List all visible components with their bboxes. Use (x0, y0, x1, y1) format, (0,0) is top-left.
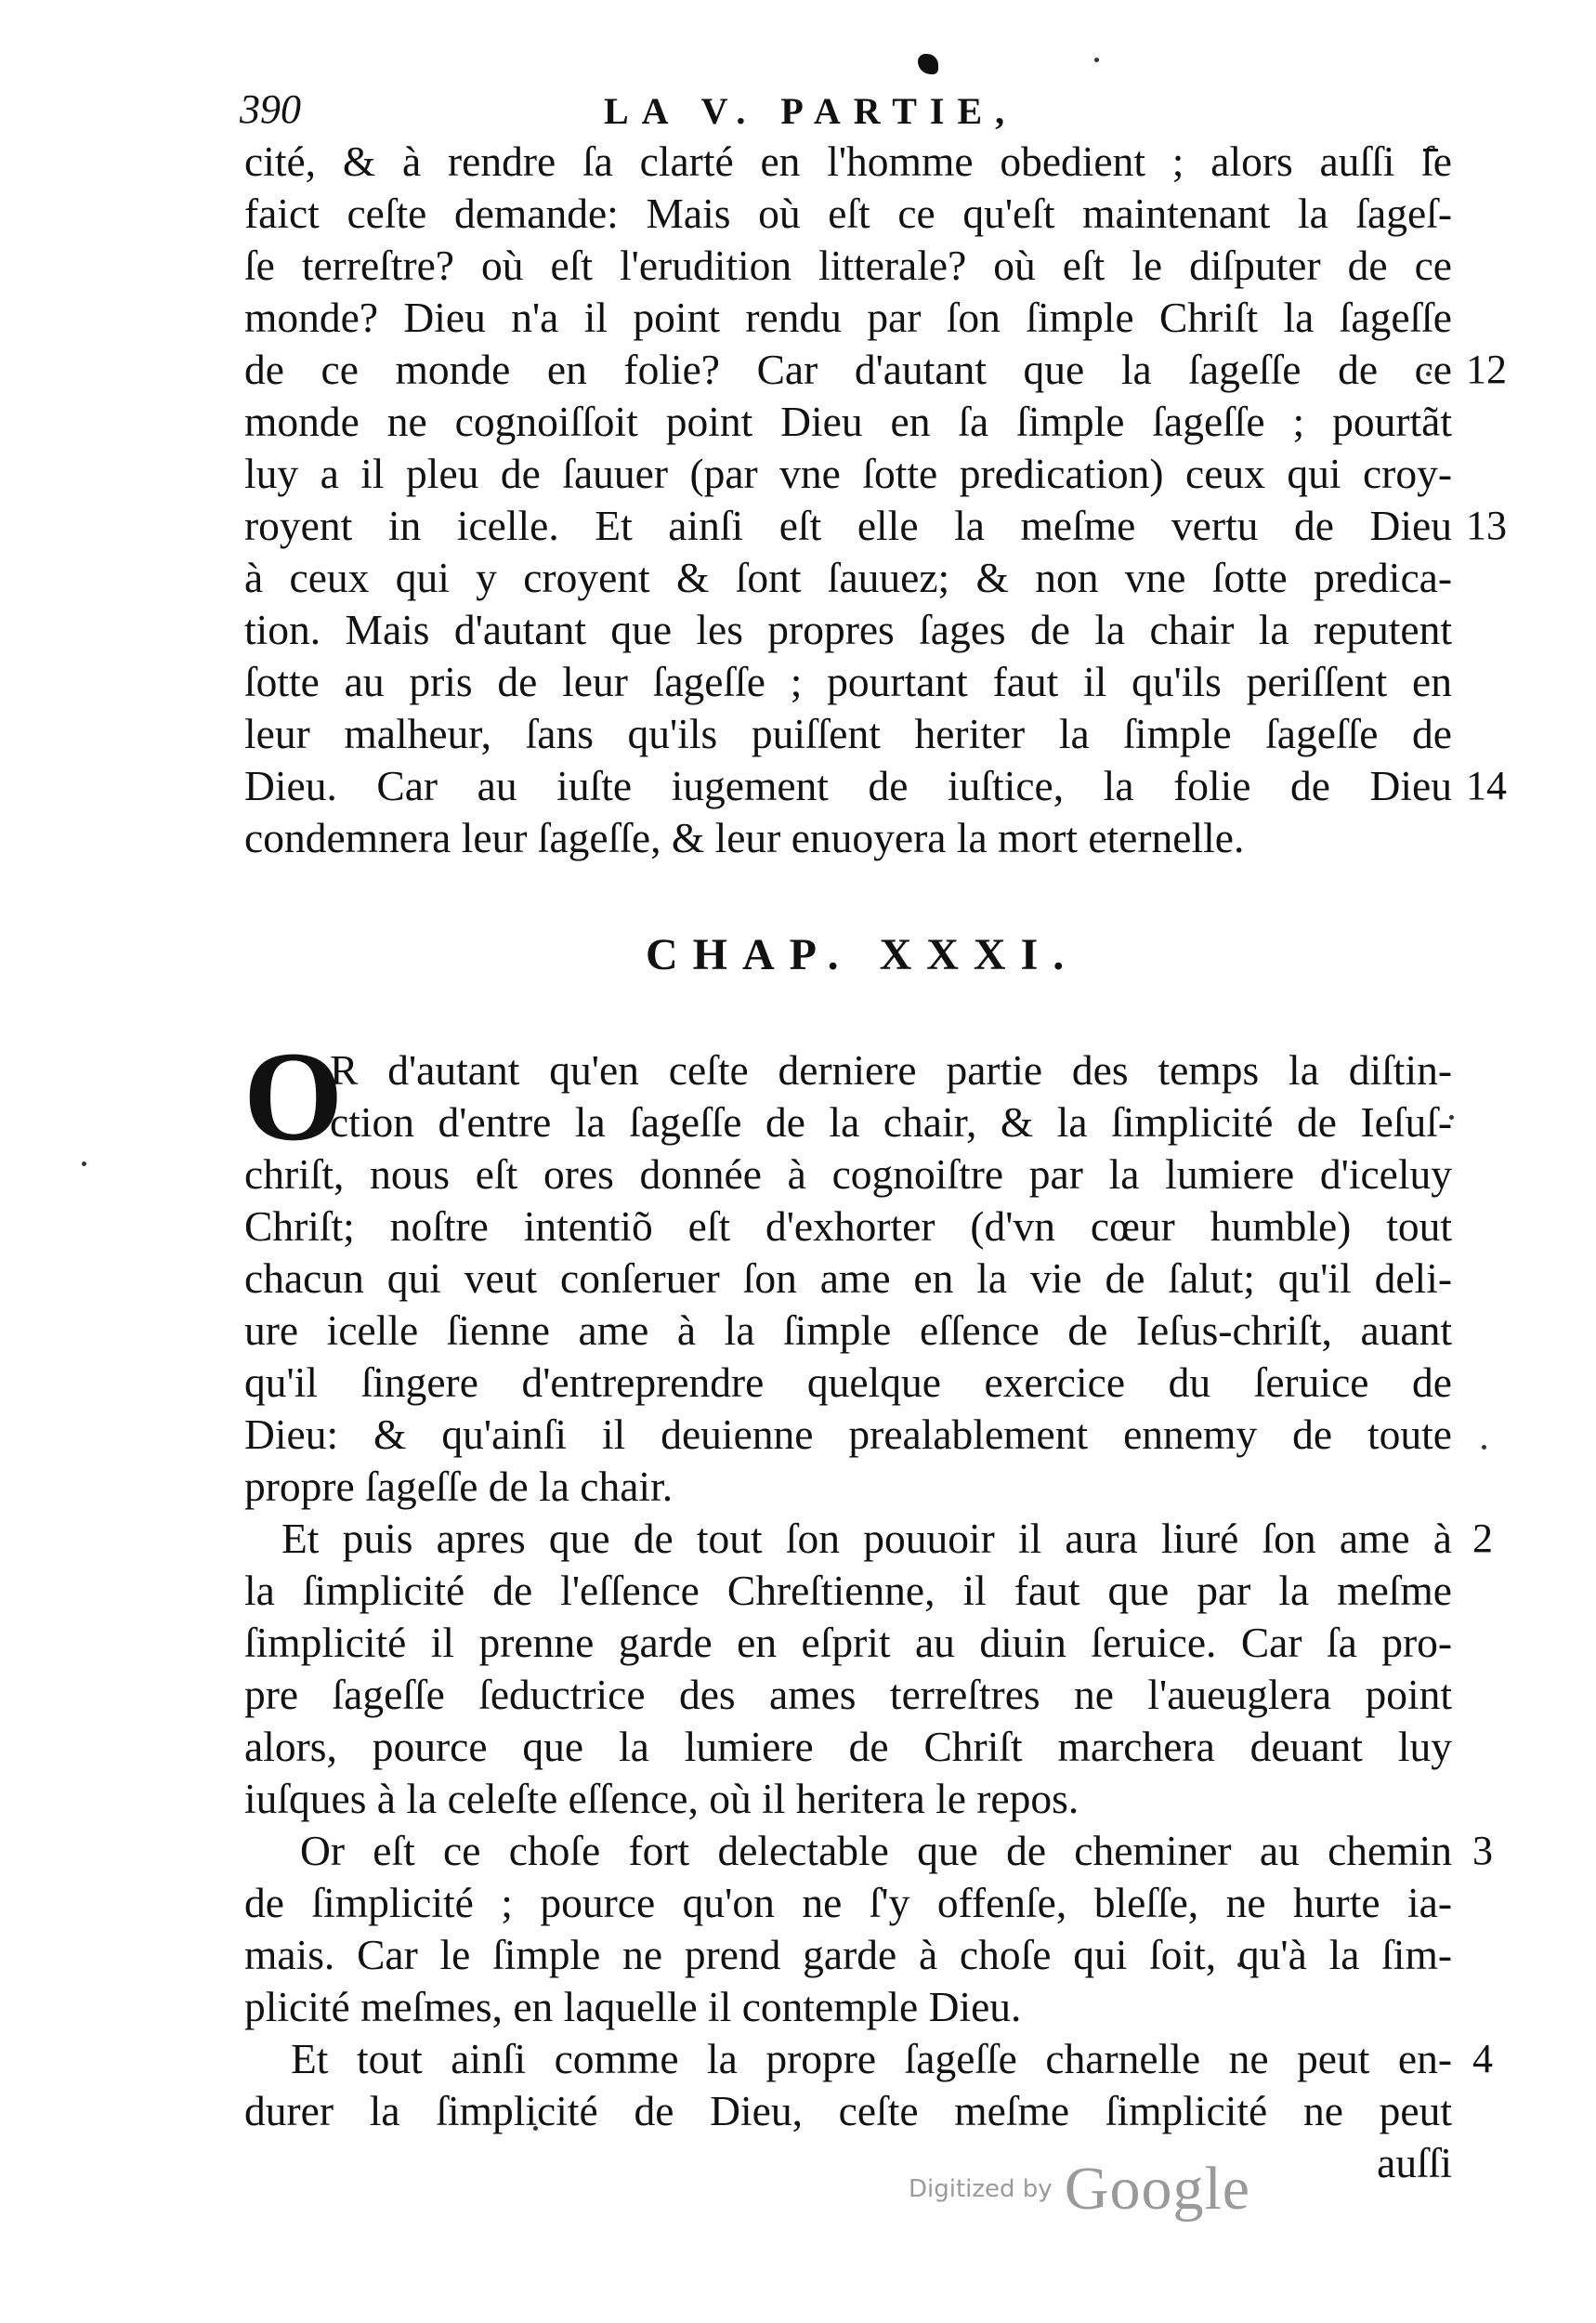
digitized-watermark (909, 2154, 1250, 2225)
text-line: monde ne cognoiſſoit point Dieu en ſa ſimple ſageſſe ; pourtãt (244, 398, 1452, 445)
text-line: durer la ſimplicité de Dieu, ceſte meſme ſimplicité ne peut (244, 2087, 1452, 2134)
catchword: auſſi (1377, 2139, 1452, 2186)
text-line: alors, pource que la lumiere de Chriſt marchera deuant luy (244, 1723, 1452, 1770)
text-line: Et puis apres que de tout ſon pouuoir il aura liuré ſon ame à (281, 1515, 1452, 1562)
text-line: chacun qui veut conſeruer ſon ame en la vie de ſalut; qu'il deli- (244, 1254, 1452, 1302)
text-line: à ceux qui y croyent & ſont ſauuez; & non vne ſotte predica- (244, 554, 1452, 601)
ink-speck (1482, 1445, 1486, 1450)
text-line: ſe terreſtre? où eſt l'erudition litterale? où eſt le diſputer de ce (244, 242, 1452, 289)
text-line: monde? Dieu n'a il point rendu par ſon ſimple Chriſt la ſageſſe (244, 294, 1452, 341)
text-line: de ce monde en folie? Car d'autant que la ſageſſe de ce (244, 346, 1452, 393)
text-line: ſotte au pris de leur ſageſſe ; pourtant faut il qu'ils periſſent en (244, 658, 1452, 705)
text-line: iuſques à la celeſte eſſence, où il heritera le repos. (244, 1775, 1079, 1822)
text-line: qu'il ſingere d'entreprendre quelque exercice du ſeruice de (244, 1358, 1452, 1406)
text-line: Et tout ainſi comme la propre ſageſſe charnelle ne peut en- (291, 2035, 1452, 2082)
running-head: LA V. PARTIE, (604, 90, 1018, 132)
text-line: Chriſt; noſtre intentiõ eſt d'exhorter (d'vn cœur humble) tout (244, 1202, 1452, 1250)
verse-number: 12 (1466, 347, 1507, 392)
text-line: tion. Mais d'autant que les propres ſages de la chair la reputent (244, 606, 1452, 653)
verse-number: 4 (1472, 2036, 1493, 2081)
ink-speck (1094, 58, 1099, 62)
text-line: ſimplicité il prenne garde en eſprit au diuin ſeruice. Car ſa pro- (244, 1619, 1452, 1666)
digitized-by-label: Digitized by (909, 2175, 1053, 2203)
text-line: royent in icelle. Et ainſi eſt elle la meſme vertu de Dieu (244, 502, 1452, 549)
text-line: chriſt, nous eſt ores donnée à cognoiſtre par la lumiere d'iceluy (244, 1150, 1452, 1198)
text-line: pre ſageſſe ſeductrice des ames terreſtres ne l'aueuglera point (244, 1671, 1452, 1718)
google-logo: Google (1064, 2155, 1251, 2223)
verse-number: 13 (1466, 503, 1507, 548)
text-line: Or eſt ce choſe fort delectable que de cheminer au chemin (300, 1827, 1452, 1874)
text-line: propre ſageſſe de la chair. (244, 1463, 674, 1510)
ink-speck (82, 1162, 86, 1166)
text-line: R d'autant qu'en ceſte derniere partie des temps la diſtin- (330, 1046, 1452, 1094)
text-line: Dieu. Car au iuſte iugement de iuſtice, la folie de Dieu (244, 762, 1452, 809)
text-line: ction d'entre la ſageſſe de la chair, & la ſimplicité de Ieſuſ- (330, 1098, 1452, 1146)
text-line: leur malheur, ſans qu'ils puiſſent heriter la ſimple ſageſſe de (244, 710, 1452, 757)
verse-number: 3 (1472, 1828, 1493, 1873)
text-line: Dieu: & qu'ainſi il deuienne prealablement ennemy de toute (244, 1411, 1452, 1458)
text-line: de ſimplicité ; pource qu'on ne ſ'y offenſe, bleſſe, ne hurte ia- (244, 1879, 1452, 1926)
ink-blot (918, 54, 938, 74)
text-line: condemnera leur ſageſſe, & leur enuoyera la mort eternelle. (244, 814, 1245, 861)
text-line: ure icelle ſienne ame à la ſimple eſſence de Ieſus-chriſt, auant (244, 1306, 1452, 1354)
verse-number: 2 (1472, 1516, 1493, 1561)
text-line: mais. Car le ſimple ne prend garde à choſe qui ſoit, qu'à la ſim- (244, 1931, 1452, 1978)
text-line: plicité meſmes, en laquelle il contemple Dieu. (244, 1983, 1022, 2030)
verse-number: 14 (1466, 763, 1507, 808)
page-number: 390 (240, 86, 301, 132)
text-line: la ſimplicité de l'eſſence Chreſtienne, il faut que par la meſme (244, 1567, 1452, 1614)
chapter-title: CHAP. XXXI. (646, 930, 1079, 979)
text-line: luy a il pleu de ſauuer (par vne ſotte predication) ceux qui croy- (244, 450, 1452, 497)
drop-cap: O (243, 1025, 344, 1167)
text-line: faict ceſte demande: Mais où eſt ce qu'eſt maintenant la ſageſ- (244, 190, 1452, 237)
text-line: cité, & à rendre ſa clarté en l'homme obedient ; alors auſſi ſe (244, 138, 1452, 185)
